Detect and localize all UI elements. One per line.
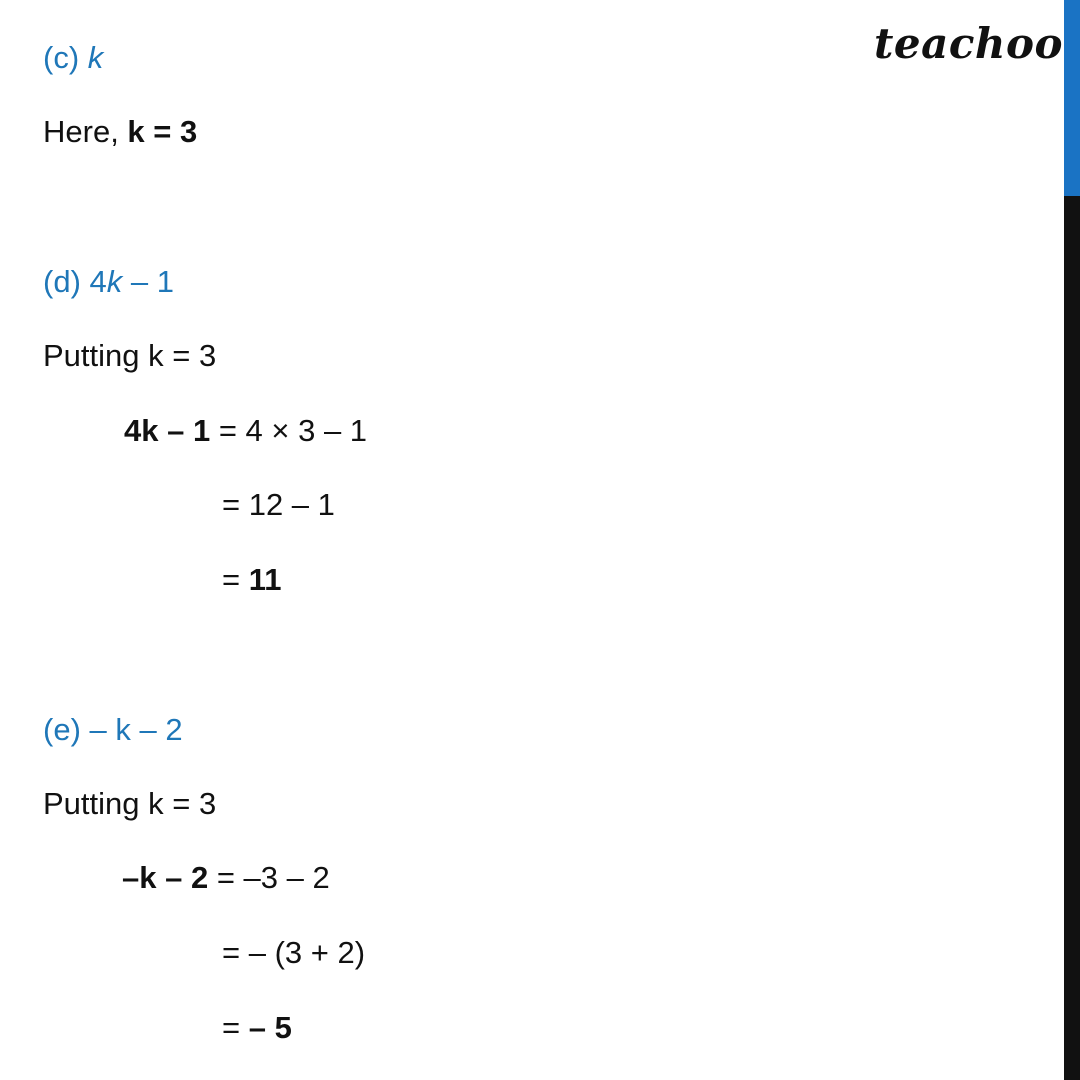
part-d-putting: Putting k = 3 bbox=[43, 338, 217, 373]
teachoo-logo: teachoo bbox=[874, 19, 1063, 68]
vertical-scrollbar[interactable] bbox=[1064, 0, 1080, 1080]
part-e-step-1-lhs: –k – 2 bbox=[122, 860, 209, 895]
part-e-putting: Putting k = 3 bbox=[43, 786, 217, 821]
part-e-step-3-eq: = bbox=[222, 1010, 249, 1045]
part-d-heading bbox=[43, 262, 174, 302]
part-e-result: – 5 bbox=[248, 1010, 292, 1045]
part-c-heading bbox=[43, 38, 103, 78]
part-c-expression: k bbox=[87, 40, 104, 75]
part-d-step-3-eq: = bbox=[222, 562, 249, 597]
part-d-variable: k bbox=[106, 264, 123, 299]
part-e-step-2: = – (3 + 2) bbox=[222, 935, 366, 970]
part-d-expression-rest: – 1 bbox=[122, 264, 174, 299]
part-e-step-1 bbox=[122, 858, 330, 898]
part-d-step-1-rhs: = 4 × 3 – 1 bbox=[210, 413, 368, 448]
part-c-answer bbox=[43, 112, 197, 152]
part-d-step-1 bbox=[124, 411, 367, 451]
scrollbar-thumb[interactable] bbox=[1064, 0, 1080, 196]
part-d-result: 11 bbox=[248, 562, 282, 597]
part-c-label: (c) bbox=[43, 40, 88, 75]
part-d-label: (d) 4 bbox=[43, 264, 107, 299]
part-e-heading: (e) – k – 2 bbox=[43, 712, 183, 747]
part-e-step-1-rhs: = –3 – 2 bbox=[208, 860, 330, 895]
part-d-step-1-lhs: 4k – 1 bbox=[124, 413, 211, 448]
part-e-step-3 bbox=[222, 1008, 292, 1048]
part-d-step-3 bbox=[222, 560, 282, 600]
part-d-step-2: = 12 – 1 bbox=[222, 487, 335, 522]
part-c-here-value: k = 3 bbox=[127, 114, 198, 149]
part-c-here-prefix: Here, bbox=[43, 114, 128, 149]
